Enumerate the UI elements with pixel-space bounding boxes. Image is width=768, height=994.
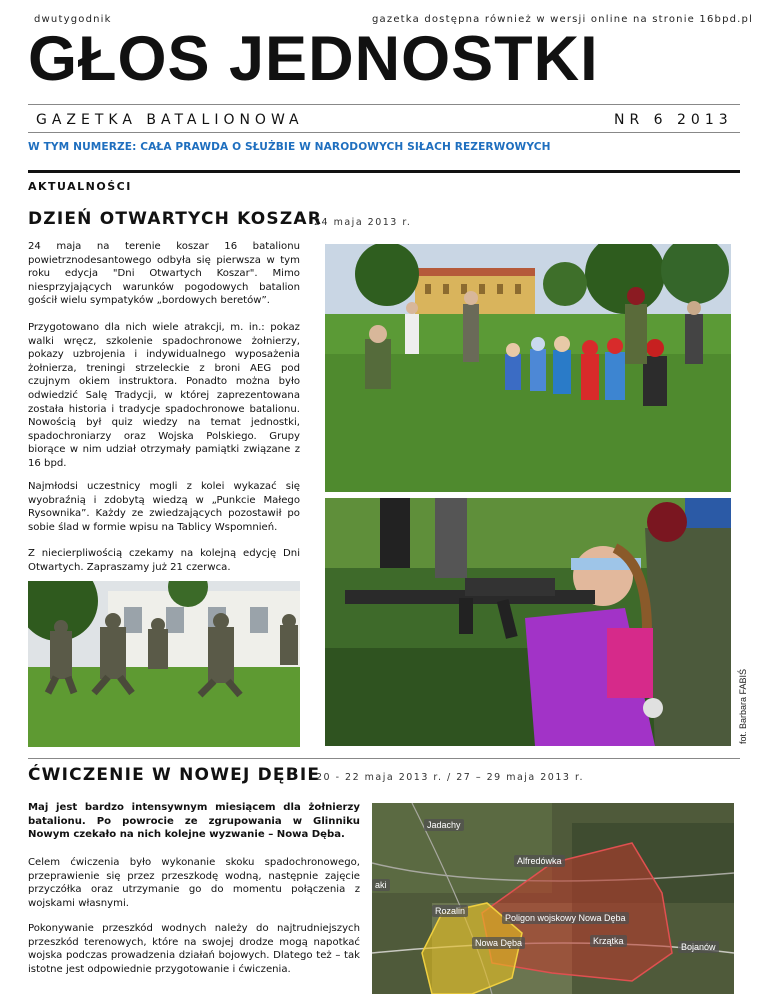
gazette-subtitle: GAZETKA BATALIONOWA bbox=[36, 112, 304, 128]
map-label-nowa-deba: Nowa Dęba bbox=[472, 937, 525, 949]
article1-paragraph-3: Najmłodsi uczestnicy mogli z kolei wykazać się wyobraźnią i zdobytą wiedzą w „Punkcie Małego Rysownika”. Każdy ze zwiedzających pozostawił po sobie ślad w formie wpisu na Tablicy Wspomnień. bbox=[28, 481, 300, 533]
photo-credit: fot. Barbara FABIŚ bbox=[738, 668, 748, 744]
map-label-alfredowka: Alfredówka bbox=[514, 855, 565, 867]
photo-child-with-rifle bbox=[325, 498, 731, 746]
article2-paragraph-2: Pokonywanie przeszkód wodnych należy do najtrudniejszych przeszkód terenowych, które na swojej drodze mogą napotkać wojska podczas prowadzenia działań bojowych. Dlatego też – tak istotne jest odpowiednie przygotowanie i ćwiczenia. bbox=[28, 923, 360, 975]
article2-title: ĆWICZENIE W NOWEJ DĘBIE bbox=[28, 765, 321, 785]
article1-paragraph-1: 24 maja na terenie koszar 16 batalionu powietrznodesantowego odbyła się pierwsza w tym roku edycja "Dni Otwartych Koszar". Mimo niesprzyjających warunków pogodowych batalion gościł wielu sympatyków „bordowych beretów”. bbox=[28, 241, 300, 307]
article1-paragraph-4: Z niecierpliwością czekamy na kolejną edycję Dni Otwartych. Zapraszamy już 21 czerwca. bbox=[28, 548, 300, 573]
map-label-krzatka: Krzątka bbox=[590, 935, 627, 947]
section-rule bbox=[28, 170, 740, 173]
map-nowa-deba bbox=[372, 803, 734, 994]
map-label-bojanow: Bojanów bbox=[678, 941, 719, 953]
online-note: gazetka dostępna również w wersji online na stronie 16bpd.pl bbox=[372, 14, 754, 25]
frequency-label: dwutygodnik bbox=[34, 14, 112, 25]
photo-children-visit bbox=[325, 244, 731, 492]
masthead-title: GŁOS JEDNOSTKI bbox=[28, 24, 599, 94]
article1-date: 24 maja 2013 r. bbox=[314, 217, 412, 228]
map-label-jadachy: Jadachy bbox=[424, 819, 464, 831]
header-rule-top bbox=[28, 104, 740, 105]
map-label-rozalin: Rozalin bbox=[432, 905, 468, 917]
map-label-poligon: Poligon wojskowy Nowa Dęba bbox=[502, 912, 629, 924]
article1-title: DZIEŃ OTWARTYCH KOSZAR bbox=[28, 209, 323, 229]
article1-paragraph-2: Przygotowano dla nich wiele atrakcji, m. in.: pokaz walki wręcz, szkolenie spadochronowe żołnierzy, pokazy uzbrojenia i indywidualnego wyposażenia żołnierza, treningi strzeleckie z broni AEG pod czujnym okiem instruktora. Ponadto można było odwiedzić Salę Tradycji, w której zaprezentowana została historia i tradycje spadochronowe batalionu. Nowością był quiz wiedzy na temat jednostki, spadochroniarzy oraz Wojska Polskiego. Grupy biorące w nim udział otrzymały pamiątki związane z 16 bpd. bbox=[28, 322, 300, 469]
photo-soldiers-demo bbox=[28, 581, 300, 747]
in-this-issue[interactable]: W TYM NUMERZE: CAŁA PRAWDA O SŁUŻBIE W NARODOWYCH SIŁACH REZERWOWYCH bbox=[28, 141, 551, 153]
article-divider bbox=[28, 758, 740, 759]
article2-lead: Maj jest bardzo intensywnym miesiącem dla żołnierzy batalionu. Po powrocie ze zgrupowania w Glinniku Nowym czekało na nich kolejne wyzwanie – Nowa Dęba. bbox=[28, 802, 360, 841]
article2-paragraph-1: Celem ćwiczenia było wykonanie skoku spadochronowego, przeprawienie się przez przeszkodę wodną, następnie zajęcie przyczółka oraz utrzymanie go do momentu połączenia z wojskami własnymi. bbox=[28, 857, 360, 909]
issue-number: NR 6 2013 bbox=[614, 112, 733, 128]
section-label: AKTUALNOŚCI bbox=[28, 180, 132, 193]
header-rule-bottom bbox=[28, 132, 740, 133]
article2-date: 20 - 22 maja 2013 r. / 27 – 29 maja 2013 r. bbox=[316, 772, 585, 783]
map-label-aki: aki bbox=[372, 879, 390, 891]
